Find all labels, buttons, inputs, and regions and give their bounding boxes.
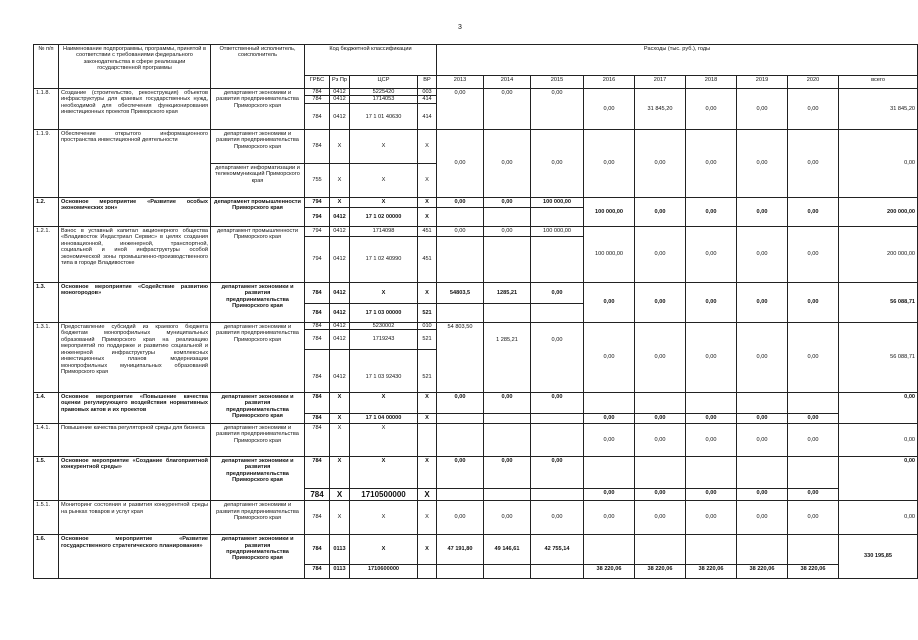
empty-cell xyxy=(635,393,686,414)
row-executor: департамент экономики и развития предпринимательства Приморского края xyxy=(211,130,305,164)
value-2013: 0,00 xyxy=(437,130,484,198)
table-row xyxy=(34,393,918,414)
vr-cell: 451 xyxy=(418,237,437,283)
row-name: Повышение качества регуляторной среды для бизнеса xyxy=(59,424,211,457)
value-2016: 0,00 xyxy=(584,424,635,457)
value-2017: 0,00 xyxy=(635,198,686,227)
csr-cell: 17 1 03 00000 xyxy=(350,304,418,323)
header-2013: 2013 xyxy=(437,76,484,89)
rzpr-cell: X xyxy=(330,130,350,164)
value-2018: 0,00 xyxy=(686,89,737,130)
empty-cell xyxy=(437,208,484,227)
value-2020: 0,00 xyxy=(788,283,839,323)
value-2019: 0,00 xyxy=(737,323,788,393)
value-2014: 0,00 xyxy=(484,501,531,535)
vr-cell: X xyxy=(418,393,437,414)
vr-cell: X xyxy=(418,414,437,424)
header-name: Наименование подпрограммы, программы, принятой в соответствии с требованиями федерального законодательства в сфере реализации государственной программы xyxy=(59,45,211,89)
vr-cell: X xyxy=(418,164,437,198)
value-2018: 0,00 xyxy=(686,323,737,393)
grbs-cell: 784 xyxy=(305,501,330,535)
table-row xyxy=(34,535,918,565)
empty-cell xyxy=(418,424,437,457)
row-num: 1.1.8. xyxy=(34,89,59,130)
empty-cell xyxy=(437,424,484,457)
value-2017: 0,00 xyxy=(635,424,686,457)
value-2016: 0,00 xyxy=(584,501,635,535)
row-executor: департамент экономики и развития предпринимательства Приморского края xyxy=(211,393,305,424)
table-row xyxy=(34,501,918,535)
csr-cell: X xyxy=(350,457,418,489)
value-2016: 100 000,00 xyxy=(584,198,635,227)
value-2015: 42 755,14 xyxy=(531,535,584,565)
value-2017: 0,00 xyxy=(635,414,686,424)
grbs-cell: 784 xyxy=(305,424,330,457)
value-2014: 0,00 xyxy=(484,227,531,237)
rzpr-cell: 0412 xyxy=(330,227,350,237)
csr-cell: 17 1 02 00000 xyxy=(350,208,418,227)
rzpr-cell: 0412 xyxy=(330,237,350,283)
value-2015: 0,00 xyxy=(531,283,584,304)
row-name: Основное мероприятие «Развитие государственного стратегического планирования» xyxy=(59,535,211,579)
empty-cell xyxy=(437,565,484,579)
value-2014: 1285,21 xyxy=(484,283,531,304)
value-2017: 0,00 xyxy=(635,323,686,393)
value-2020: 0,00 xyxy=(788,489,839,501)
header-2020: 2020 xyxy=(788,76,839,89)
value-2013: 0,00 xyxy=(437,501,484,535)
vr-cell: 010 521 521 xyxy=(418,323,437,393)
row-num: 1.3.1. xyxy=(34,323,59,393)
empty-cell xyxy=(737,393,788,414)
csr-cell: 17 1 02 40990 xyxy=(350,237,418,283)
rzpr-cell: 0412 xyxy=(330,208,350,227)
value-2016: 100 000,00 xyxy=(584,227,635,283)
empty-cell xyxy=(635,535,686,565)
value-total: 200 000,00 xyxy=(839,227,918,283)
row-num: 1.2.1. xyxy=(34,227,59,283)
empty-cell xyxy=(484,208,531,227)
value-2020: 38 220,06 xyxy=(788,565,839,579)
value-2017: 31 845,20 xyxy=(635,89,686,130)
row-executor: департамент промышленности Приморского края xyxy=(211,227,305,283)
value-2016: 0,00 xyxy=(584,89,635,130)
csr-cell: 5230002 1719243 17 1 03 92430 xyxy=(350,323,418,393)
value-total: 330 195,85 xyxy=(839,535,918,579)
vr-cell: X xyxy=(418,208,437,227)
expenses-table xyxy=(33,44,918,579)
value-2014: 1 285,21 xyxy=(484,323,531,393)
rzpr-cell: 0412 xyxy=(330,283,350,304)
value-2019: 38 220,06 xyxy=(737,565,788,579)
row-name: Взнос в уставный капитал акционерного общества «Владивосток Индастриал Сервис» в целях создания инновационной, инженерной, транспортной, социальной и иной инфраструктуры особой экономической зоны промышленно-производственного типа в городе Владивостоке xyxy=(59,227,211,283)
header-vr: ВР xyxy=(418,76,437,89)
vr-cell: X xyxy=(418,198,437,208)
row-executor: департамент экономики и развития предпринимательства Приморского края xyxy=(211,424,305,457)
value-2018: 0,00 xyxy=(686,283,737,323)
grbs-cell: 794 xyxy=(305,198,330,208)
vr-cell: X xyxy=(418,283,437,304)
value-2015: 0,00 xyxy=(531,130,584,198)
header-2018: 2018 xyxy=(686,76,737,89)
csr-cell: X xyxy=(350,130,418,164)
rzpr-cell: X xyxy=(330,414,350,424)
table-row xyxy=(34,283,918,304)
value-total: 0,00 xyxy=(839,393,918,424)
csr-cell: X xyxy=(350,535,418,565)
row-num: 1.5. xyxy=(34,457,59,501)
empty-cell xyxy=(437,237,484,283)
value-2014: 0,00 xyxy=(484,393,531,414)
row-executor: департамент экономики и развития предпринимательства Приморского края xyxy=(211,535,305,579)
empty-cell xyxy=(635,457,686,489)
row-executor: департамент экономики и развития предпринимательства Приморского края xyxy=(211,457,305,501)
table-row xyxy=(34,457,918,489)
rzpr-cell: 0412 xyxy=(330,304,350,323)
value-2018: 0,00 xyxy=(686,489,737,501)
empty-cell xyxy=(584,457,635,489)
value-2018: 0,00 xyxy=(686,198,737,227)
csr-cell: X xyxy=(350,393,418,414)
value-2014: 0,00 xyxy=(484,198,531,208)
empty-cell xyxy=(531,237,584,283)
row-name: Основное мероприятие «Развитие особых экономических зон» xyxy=(59,198,211,227)
value-2017: 0,00 xyxy=(635,501,686,535)
csr-cell: 1710500000 xyxy=(350,489,418,501)
row-name: Основное мероприятие «Содействие развитию моногородов» xyxy=(59,283,211,323)
empty-cell xyxy=(418,565,437,579)
table-row xyxy=(34,227,918,237)
value-2019: 0,00 xyxy=(737,424,788,457)
table-row xyxy=(34,424,918,457)
value-2017: 0,00 xyxy=(635,227,686,283)
header-csr: ЦСР xyxy=(350,76,418,89)
row-name: Мониторинг состояния и развития конкурентной среды на рынках товаров и услуг края xyxy=(59,501,211,535)
value-2015: 0,00 xyxy=(531,393,584,414)
empty-cell xyxy=(484,414,531,424)
table-row xyxy=(34,130,918,164)
row-name: Обеспечение открытого информационного пространства инвестиционной деятельности xyxy=(59,130,211,198)
header-rzpr: Рз Пр xyxy=(330,76,350,89)
rzpr-cell: X xyxy=(330,198,350,208)
empty-cell xyxy=(437,414,484,424)
value-2019: 0,00 xyxy=(737,501,788,535)
grbs-cell: 784 xyxy=(305,130,330,164)
empty-cell xyxy=(531,424,584,457)
value-total: 0,00 xyxy=(839,501,918,535)
value-2013: 54803,5 xyxy=(437,283,484,304)
vr-cell: X xyxy=(418,535,437,565)
header-grbs: ГРБС xyxy=(305,76,330,89)
vr-cell: 003 414 414 xyxy=(418,89,437,130)
empty-cell xyxy=(437,489,484,501)
row-executor: департамент экономики и развития предпринимательства Приморского края xyxy=(211,323,305,393)
csr-cell: X xyxy=(350,283,418,304)
value-2020: 0,00 xyxy=(788,414,839,424)
empty-cell xyxy=(484,304,531,323)
grbs-cell: 755 xyxy=(305,164,330,198)
empty-cell xyxy=(531,489,584,501)
grbs-cell: 784 xyxy=(305,565,330,579)
empty-cell xyxy=(686,457,737,489)
value-total: 0,00 xyxy=(839,457,918,501)
rzpr-cell: 0113 xyxy=(330,565,350,579)
empty-cell xyxy=(531,208,584,227)
row-num: 1.6. xyxy=(34,535,59,579)
empty-cell xyxy=(531,414,584,424)
value-2014: 49 146,61 xyxy=(484,535,531,565)
header-2014: 2014 xyxy=(484,76,531,89)
empty-cell xyxy=(686,535,737,565)
grbs-cell: 784 784 784 xyxy=(305,89,330,130)
table-row xyxy=(34,323,918,393)
row-num: 1.2. xyxy=(34,198,59,227)
value-2017: 38 220,06 xyxy=(635,565,686,579)
value-2015: 0,00 xyxy=(531,501,584,535)
value-2016: 0,00 xyxy=(584,414,635,424)
table-row xyxy=(34,89,918,130)
empty-cell xyxy=(584,393,635,414)
value-2013: 54 803,50 xyxy=(437,323,484,393)
rzpr-cell: X xyxy=(330,393,350,414)
csr-cell: 17 1 04 00000 xyxy=(350,414,418,424)
value-2015: 100 000,00 xyxy=(531,198,584,208)
header-executor: Ответственный исполнитель, соисполнитель xyxy=(211,45,305,89)
grbs-cell: 784 xyxy=(305,414,330,424)
grbs-cell: 784 xyxy=(305,535,330,565)
value-2019: 0,00 xyxy=(737,489,788,501)
value-2015: 0,00 xyxy=(531,457,584,489)
empty-cell xyxy=(531,304,584,323)
empty-cell xyxy=(484,565,531,579)
value-2020: 0,00 xyxy=(788,227,839,283)
value-2013: 0,00 xyxy=(437,393,484,414)
vr-cell: X xyxy=(418,130,437,164)
empty-cell xyxy=(437,304,484,323)
value-2013: 0,00 xyxy=(437,457,484,489)
header-2015: 2015 xyxy=(531,76,584,89)
value-2016: 0,00 xyxy=(584,130,635,198)
vr-cell: 521 xyxy=(418,304,437,323)
value-2017: 0,00 xyxy=(635,130,686,198)
value-2019: 0,00 xyxy=(737,414,788,424)
row-name: Предоставление субсидий из краевого бюджета бюджетам монопрофильных муниципальных образований Приморского края на реализацию мероприятий по поддержке и развитию социальной и инженерной инфраструктуры комплексных инвестиционных планов модернизации монопрофильных муниципальных образований Приморского края xyxy=(59,323,211,393)
header-2016: 2016 xyxy=(584,76,635,89)
row-executor: департамент экономики и развития предпринимательства Приморского края xyxy=(211,283,305,323)
header-2019: 2019 xyxy=(737,76,788,89)
empty-cell xyxy=(484,489,531,501)
rzpr-cell: X xyxy=(330,457,350,489)
grbs-cell: 784 xyxy=(305,393,330,414)
rzpr-cell: 0412 0412 0412 xyxy=(330,323,350,393)
rzpr-cell: 0113 xyxy=(330,535,350,565)
value-2018: 38 220,06 xyxy=(686,565,737,579)
empty-cell xyxy=(788,393,839,414)
value-2016: 0,00 xyxy=(584,323,635,393)
row-name: Основное мероприятие «Создание благоприятной конкурентной среды» xyxy=(59,457,211,501)
value-2017: 0,00 xyxy=(635,489,686,501)
row-name: Создание (строительство, реконструкция) объектов инфраструктуры для краевых государственных нужд, необходимой для обеспечения функционирования инвестиционных проектов Приморского края xyxy=(59,89,211,130)
rzpr-cell: X xyxy=(330,489,350,501)
value-2015: 0,00 xyxy=(531,323,584,393)
header-expenses: Расходы (тыс. руб.), годы xyxy=(437,45,918,76)
empty-cell xyxy=(737,535,788,565)
rzpr-cell: X xyxy=(330,501,350,535)
value-2020: 0,00 xyxy=(788,501,839,535)
value-2018: 0,00 xyxy=(686,501,737,535)
empty-cell xyxy=(584,535,635,565)
grbs-cell: 794 xyxy=(305,208,330,227)
csr-cell: 1714098 xyxy=(350,227,418,237)
value-2020: 0,00 xyxy=(788,198,839,227)
value-2014: 0,00 xyxy=(484,130,531,198)
value-2020: 0,00 xyxy=(788,89,839,130)
row-num: 1.1.9. xyxy=(34,130,59,198)
value-2015: 0,00 xyxy=(531,89,584,130)
vr-cell: X xyxy=(418,489,437,501)
empty-cell xyxy=(484,237,531,283)
vr-cell: X xyxy=(418,501,437,535)
value-total: 0,00 xyxy=(839,130,918,198)
csr-cell: X xyxy=(350,501,418,535)
empty-cell xyxy=(788,457,839,489)
value-2017: 0,00 xyxy=(635,283,686,323)
row-num: 1.5.1. xyxy=(34,501,59,535)
value-2018: 0,00 xyxy=(686,227,737,283)
value-2020: 0,00 xyxy=(788,323,839,393)
value-2015: 100 000,00 xyxy=(531,227,584,237)
grbs-cell: 784 xyxy=(305,304,330,323)
vr-cell: X xyxy=(418,457,437,489)
row-num: 1.4.1. xyxy=(34,424,59,457)
value-total: 31 845,20 xyxy=(839,89,918,130)
rzpr-cell: X xyxy=(330,164,350,198)
header-num: № п/п xyxy=(34,45,59,89)
value-total: 56 088,71 xyxy=(839,323,918,393)
value-2013: 0,00 xyxy=(437,227,484,237)
value-2019: 0,00 xyxy=(737,283,788,323)
grbs-cell: 784 xyxy=(305,489,330,501)
value-2014: 0,00 xyxy=(484,89,531,130)
row-num: 1.4. xyxy=(34,393,59,424)
value-2016: 0,00 xyxy=(584,489,635,501)
csr-cell: X xyxy=(350,164,418,198)
value-2014: 0,00 xyxy=(484,457,531,489)
grbs-cell: 784 784 784 xyxy=(305,323,330,393)
value-2016: 38 220,06 xyxy=(584,565,635,579)
csr-cell: 5225420 1714053 17 1 01 40630 xyxy=(350,89,418,130)
empty-cell xyxy=(788,535,839,565)
row-executor: департамент экономики и развития предпринимательства Приморского края xyxy=(211,89,305,130)
value-2019: 0,00 xyxy=(737,227,788,283)
csr-cell: X xyxy=(350,198,418,208)
vr-cell: 451 xyxy=(418,227,437,237)
page-number: 3 xyxy=(458,24,462,31)
grbs-cell: 784 xyxy=(305,283,330,304)
row-name: Основное мероприятие «Повышение качества оценки регулирующего воздействия нормативных правовых актов и их проектов xyxy=(59,393,211,424)
header-kbk: Код бюджетной классификации xyxy=(305,45,437,76)
empty-cell xyxy=(737,457,788,489)
value-2020: 0,00 xyxy=(788,424,839,457)
header-2017: 2017 xyxy=(635,76,686,89)
value-2019: 0,00 xyxy=(737,130,788,198)
grbs-cell: 784 xyxy=(305,457,330,489)
empty-cell xyxy=(484,424,531,457)
value-2018: 0,00 xyxy=(686,130,737,198)
value-2013: 0,00 xyxy=(437,89,484,130)
value-2019: 0,00 xyxy=(737,198,788,227)
row-executor: департамент промышленности Приморского края xyxy=(211,198,305,227)
header-total: всего xyxy=(839,76,918,89)
rzpr-cell: 0412 0412 0412 xyxy=(330,89,350,130)
grbs-cell: 794 xyxy=(305,237,330,283)
value-2018: 0,00 xyxy=(686,414,737,424)
grbs-cell: 794 xyxy=(305,227,330,237)
csr-cell: X xyxy=(350,424,418,457)
value-2016: 0,00 xyxy=(584,283,635,323)
csr-cell: 1710600000 xyxy=(350,565,418,579)
row-executor: департамент информатизации и телекоммуникаций Приморского края xyxy=(211,164,305,198)
value-2013: 0,00 xyxy=(437,198,484,208)
rzpr-cell: X xyxy=(330,424,350,457)
row-num: 1.3. xyxy=(34,283,59,323)
value-total: 200 000,00 xyxy=(839,198,918,227)
table-row xyxy=(34,198,918,208)
value-2018: 0,00 xyxy=(686,424,737,457)
empty-cell xyxy=(686,393,737,414)
value-2019: 0,00 xyxy=(737,89,788,130)
empty-cell xyxy=(531,565,584,579)
value-total: 0,00 xyxy=(839,424,918,457)
value-total: 56 088,71 xyxy=(839,283,918,323)
row-executor: департамент экономики и развития предпринимательства Приморского края xyxy=(211,501,305,535)
value-2013: 47 191,80 xyxy=(437,535,484,565)
value-2020: 0,00 xyxy=(788,130,839,198)
